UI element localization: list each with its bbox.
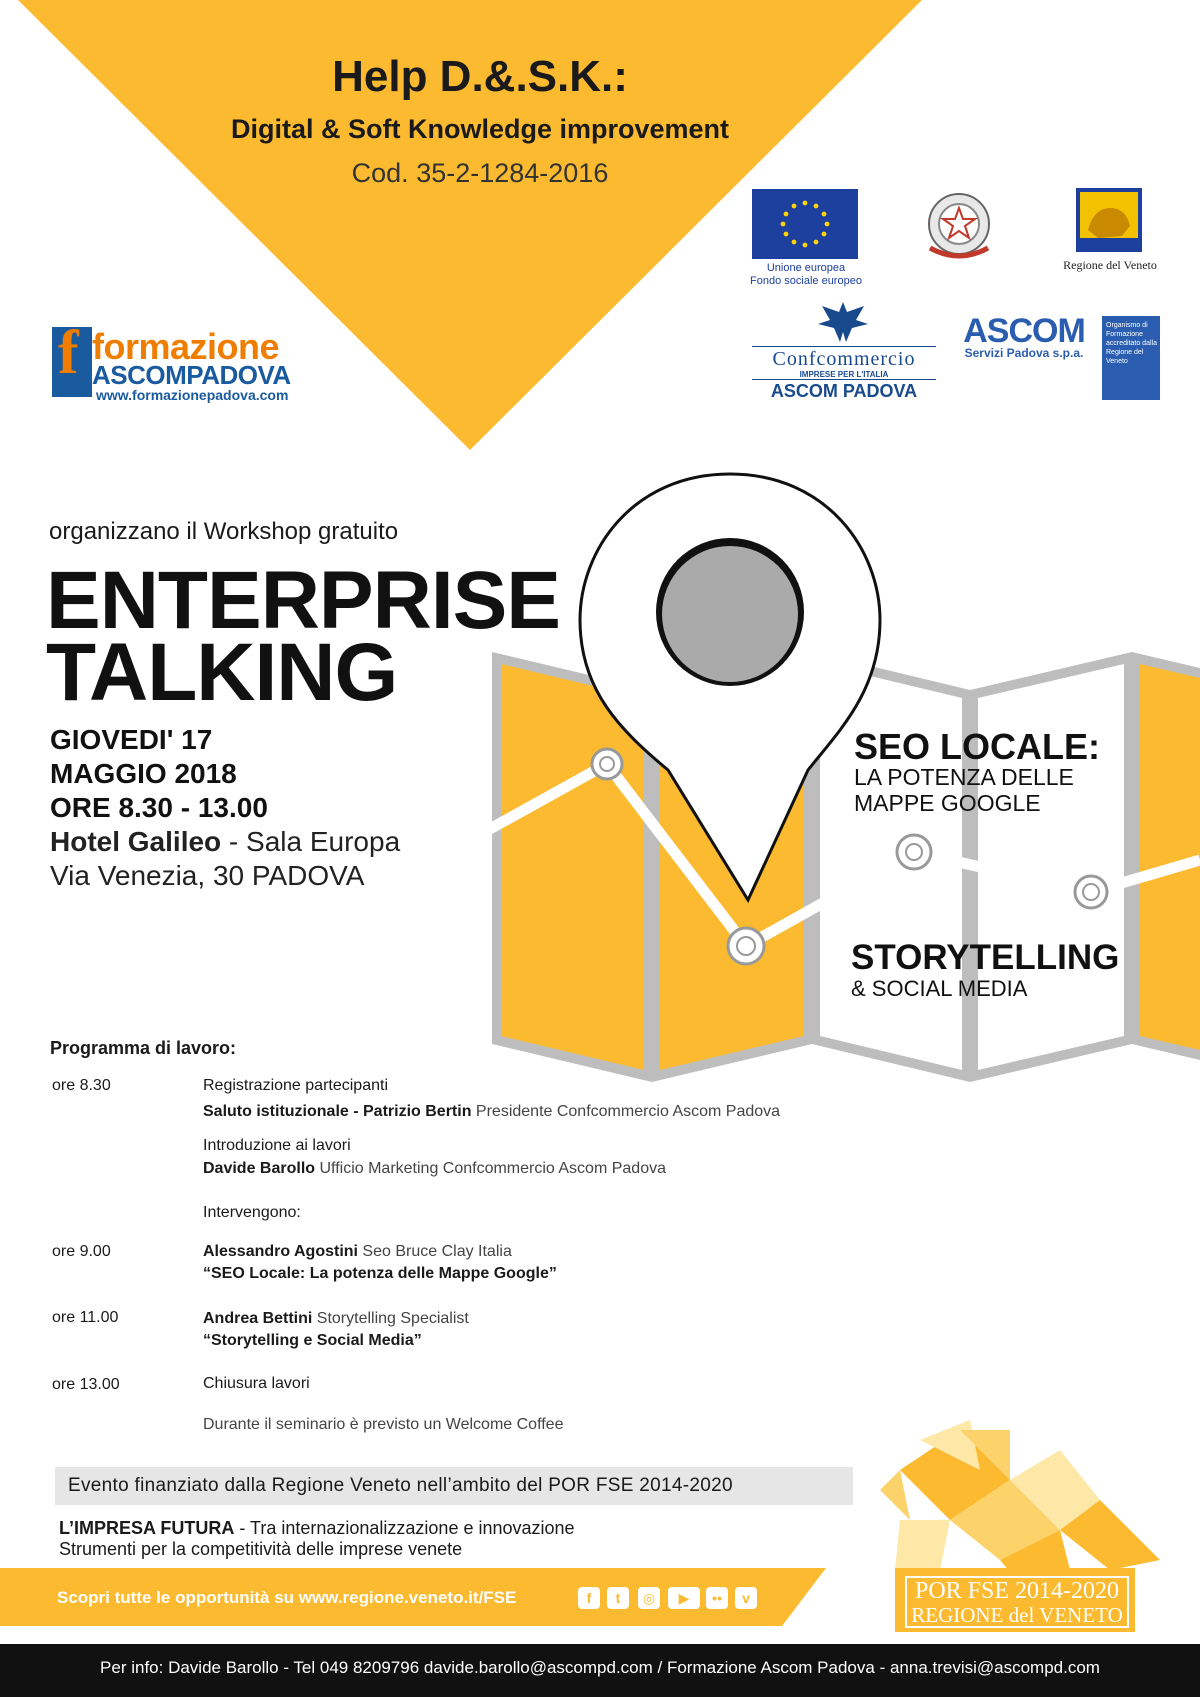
vimeo-icon[interactable]: v	[735, 1587, 757, 1609]
program-title: Help D.&.S.K.:	[332, 52, 628, 101]
program-heading: Programma di lavoro:	[50, 1038, 237, 1058]
program-row-intro-speaker: Davide Barollo Ufficio Marketing Confcommercio Ascom Padova	[203, 1160, 666, 1177]
program-time-4: ore 13.00	[52, 1376, 120, 1393]
topic-seo-subtitle: LA POTENZA DELLE MAPPE GOOGLE	[854, 764, 1074, 816]
confcommercio-ascom-padova: ASCOM PADOVA	[770, 381, 918, 401]
impresa-futura-line1: L’IMPRESA FUTURA - Tra internazionalizzazione e innovazione	[59, 1518, 575, 1538]
confcommercio-eagle-icon	[816, 298, 870, 344]
program-row-registration: Registrazione partecipanti	[203, 1077, 388, 1094]
impresa-futura-line2: Strumenti per la competitività delle imprese venete	[59, 1539, 463, 1559]
regione-fse-link[interactable]: Scopri tutte le opportunità su www.regione.veneto.it/FSE	[57, 1588, 517, 1607]
event-address: Via Venezia, 30 PADOVA	[50, 860, 365, 891]
program-row-closing: Chiusura lavori	[203, 1375, 310, 1392]
confcommercio-tagline: IMPRESE PER L'ITALIA	[799, 370, 889, 379]
program-row-talk-seo: “SEO Locale: La potenza delle Mappe Google”	[203, 1265, 557, 1282]
event-time: ORE 8.30 - 13.00	[50, 792, 268, 823]
event-title-line1: ENTERPRISE	[46, 555, 560, 646]
por-fse-line2: REGIONE del VENETO	[911, 1603, 1123, 1627]
topic-storytelling-subtitle: & SOCIAL MEDIA	[851, 976, 1028, 1001]
footer-contact: Per info: Davide Barollo - Tel 049 8209796 davide.barollo@ascompd.com / Formazione Ascom Padova - anna.trevisi@ascompd.com	[100, 1658, 1100, 1677]
eu-flag-icon	[752, 189, 858, 259]
formazione-logo-f: f	[58, 319, 79, 387]
eu-caption: Unione europea Fondo sociale europeo	[750, 262, 862, 287]
topic-seo-title: SEO LOCALE:	[854, 726, 1101, 767]
ascom-servizi-sub: Servizi Padova s.p.a.	[964, 346, 1084, 360]
program-time-2: ore 9.00	[52, 1243, 111, 1260]
program-time-1: ore 8.30	[52, 1077, 111, 1094]
por-fse-line1: POR FSE 2014-2020	[914, 1578, 1120, 1604]
formazione-logo-word: formazione	[92, 326, 280, 367]
program-row-intro: Introduzione ai lavori	[203, 1137, 351, 1154]
program-row-speakers-label: Intervengono:	[203, 1204, 301, 1221]
event-date-month: MAGGIO 2018	[50, 758, 237, 789]
ascompadova-logo-word: ASCOMPADOVA	[92, 360, 291, 390]
confcommercio-name: Confcommercio	[772, 348, 916, 370]
funding-banner-text: Evento finanziato dalla Regione Veneto nell’ambito del POR FSE 2014-2020	[68, 1475, 733, 1496]
program-row-speaker-bettini: Andrea Bettini Storytelling Specialist	[203, 1310, 469, 1327]
program-row-speaker-agostini: Alessandro Agostini Seo Bruce Clay Italia	[203, 1243, 512, 1260]
regione-veneto-caption: Regione del Veneto	[1063, 258, 1157, 272]
program-note-coffee: Durante il seminario è previsto un Welcome Coffee	[203, 1416, 564, 1433]
accreditation-badge-text: Organismo di Formazione accreditato dalla Regione del Veneto	[1106, 322, 1157, 365]
event-intro: organizzano il Workshop gratuito	[49, 518, 399, 545]
program-row-greeting: Saluto istituzionale - Patrizio Bertin Presidente Confcommercio Ascom Padova	[203, 1103, 781, 1120]
program-code: Cod. 35-2-1284-2016	[351, 158, 609, 188]
twitter-icon[interactable]: t	[607, 1587, 629, 1609]
regione-veneto-lion-icon	[1074, 186, 1144, 254]
youtube-icon[interactable]: ▶	[668, 1587, 700, 1609]
event-date-day: GIOVEDI' 17	[50, 724, 213, 755]
confcommercio-rule-top	[752, 346, 936, 347]
event-venue: Hotel Galileo - Sala Europa	[50, 826, 401, 857]
flickr-icon[interactable]: ••	[706, 1587, 728, 1609]
program-time-3: ore 11.00	[52, 1309, 119, 1326]
topic-storytelling-title: STORYTELLING	[851, 938, 1120, 977]
ascom-servizi-name: ASCOM	[963, 312, 1085, 350]
facebook-icon[interactable]: f	[578, 1587, 600, 1609]
formazione-url[interactable]: www.formazionepadova.com	[96, 387, 289, 403]
italian-republic-emblem-icon	[922, 186, 996, 266]
program-row-talk-storytelling: “Storytelling e Social Media”	[203, 1332, 422, 1349]
event-title-line2: TALKING	[46, 627, 398, 718]
confcommercio-rule-bottom	[752, 379, 936, 380]
program-subtitle: Digital & Soft Knowledge improvement	[230, 114, 730, 144]
instagram-icon[interactable]: ◎	[638, 1587, 660, 1609]
